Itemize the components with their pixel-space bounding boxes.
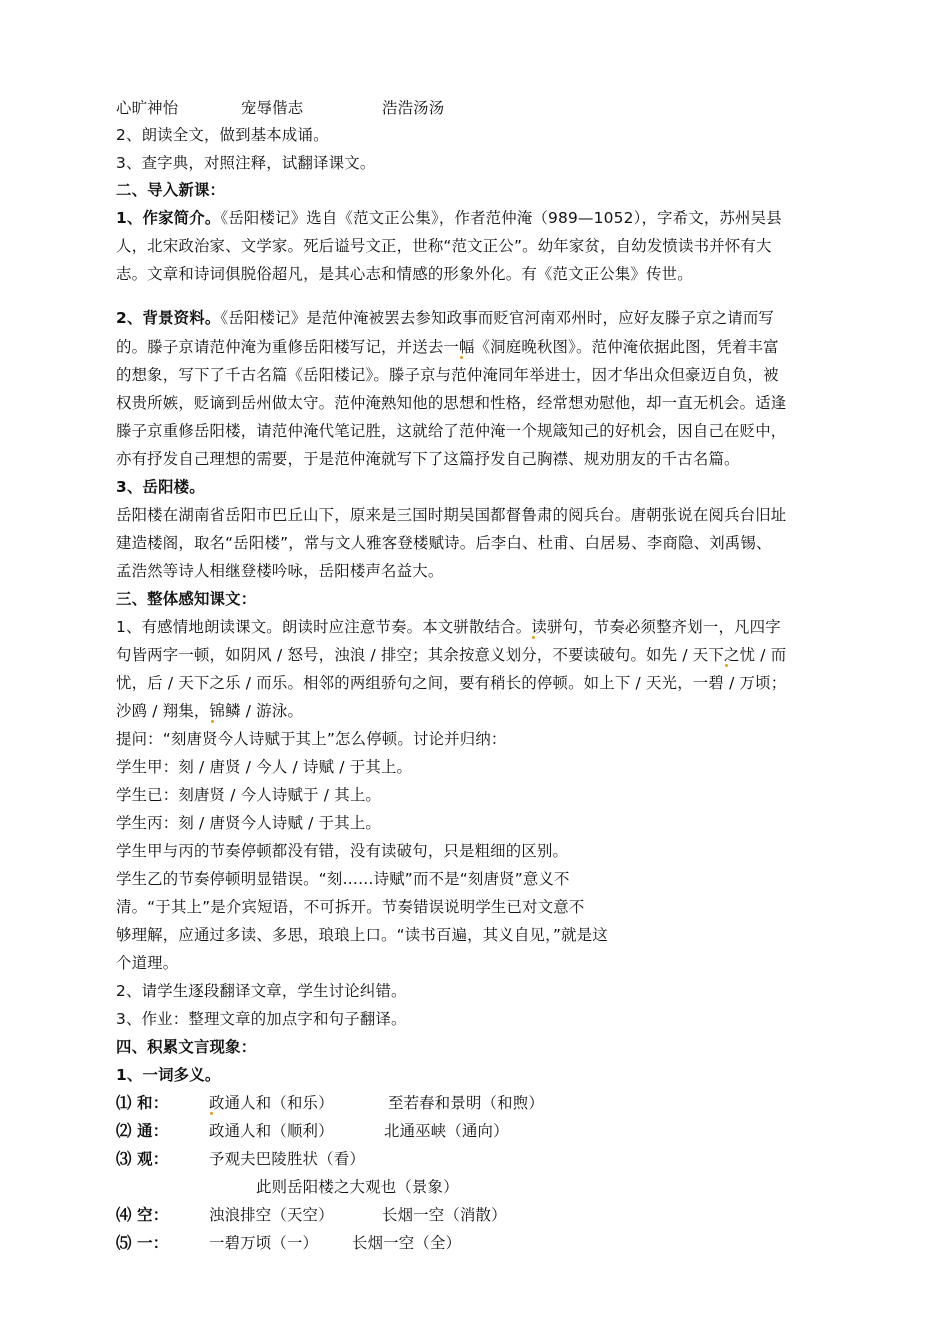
subheading: 1、一词多义。: [116, 1066, 221, 1084]
text-line: 学生已：刻唐贤 / 今人诗赋于 / 其上。: [116, 786, 381, 804]
text-line: 2、请学生逐段翻译文章，学生讨论纠错。: [116, 982, 407, 1000]
example-phrase: 一碧万顷（一）: [209, 1234, 319, 1252]
section-heading: 二、导入新课：: [116, 181, 226, 199]
text-line: 志。文章和诗词俱脱俗超凡，是其心志和情感的形象外化。有《范文正公集》传世。: [116, 265, 693, 283]
example-phrase: 至若春和景明（和煦）: [388, 1094, 544, 1112]
text-line: 学生甲：刻 / 唐贤 / 今人 / 诗赋 / 于其上。: [116, 758, 413, 776]
text-line: 建造楼阁，取名“岳阳楼”，常与文人雅客登楼赋诗。后李白、杜甫、白居易、李商隐、刘禹锡、: [116, 534, 772, 552]
subheading: 2、背景资料。: [116, 309, 221, 327]
example-phrase: 长烟一空（消散）: [382, 1206, 507, 1224]
emphasis-dot-char: 读: [531, 618, 547, 636]
text-line: 1、有感情地朗读课文。朗读时应注意节奏。本文骈散结合。读骈句，节奏必须整齐划一，凡四字: [116, 618, 781, 636]
example-phrase: 北通巫峡（通向）: [384, 1122, 509, 1140]
example-phrase: 政通人和（顺利）: [209, 1122, 334, 1140]
text-line: 3、查字典，对照注释，试翻译课文。: [116, 154, 376, 172]
example-phrase: 此则岳阳楼之大观也（景象）: [256, 1178, 459, 1196]
word-label: ⑸ 一：: [116, 1234, 169, 1252]
text-line: 学生丙：刻 / 唐贤今人诗赋 / 于其上。: [116, 814, 381, 832]
subheading: 3、岳阳楼。: [116, 478, 205, 496]
emphasis-dot-char: 之: [723, 646, 740, 664]
vocab-word: 宠辱偕志: [241, 99, 304, 117]
text-line: 提问：“刻唐贤今人诗赋于其上”怎么停顿。讨论并归纳：: [116, 730, 507, 748]
example-phrase: 予观夫巴陵胜状（看）: [209, 1150, 365, 1168]
example-phrase: 政通人和（和乐）: [209, 1094, 334, 1112]
section-heading: 四、积累文言现象：: [116, 1038, 257, 1056]
vocab-word: 心旷神怡: [116, 99, 179, 117]
text-line: 2、背景资料。《岳阳楼记》是范仲淹被罢去参知政事而贬官河南邓州时，应好友滕子京之请而写: [116, 309, 775, 327]
text-line: 3、作业：整理文章的加点字和句子翻译。: [116, 1010, 407, 1028]
text-line: 权贵所嫉，贬谪到岳州做太守。范仲淹熟知他的思想和性格，经常想劝慰他，却一直无机会。适逢: [116, 394, 787, 412]
text-line: 1、作家简介。《岳阳楼记》选自《范文正公集》，作者范仲淹（989—1052），字希文，苏州吴县: [116, 209, 782, 227]
emphasis-dot-char: 政: [209, 1094, 225, 1112]
text-line: 的想象，写下了千古名篇《岳阳楼记》。滕子京与范仲淹同年举进士，因才华出众但豪迈自负，被: [116, 366, 779, 384]
text-line: 亦有抒发自己理想的需要，于是范仲淹就写下了这篇抒发自己胸襟、规劝朋友的千古名篇。: [116, 450, 740, 468]
text-line: 句皆两字一顿，如阴风 / 怒号，浊浪 / 排空；其余按意义划分，不要读破句。如先 / 天下之忧 / 而: [116, 646, 787, 664]
section-heading: 三、整体感知课文：: [116, 590, 257, 608]
text-line: 2、朗读全文，做到基本成诵。: [116, 126, 329, 144]
text-line: 学生甲与丙的节奏停顿都没有错，没有读破句，只是粗细的区别。: [116, 842, 569, 860]
text-line: 忧，后 / 天下之乐 / 而乐。相邻的两组骄句之间，要有稍长的停顿。如上下 / 天光，一碧 / 万顷；: [116, 674, 787, 692]
text-line: 学生乙的节奏停顿明显错误。“刻……诗赋”而不是“刻唐贤”意义不: [116, 870, 570, 888]
word-label: ⑵ 通：: [116, 1122, 169, 1140]
text-line: 孟浩然等诗人相继登楼吟咏，岳阳楼声名益大。: [116, 562, 444, 580]
subheading: 1、作家简介。: [116, 209, 221, 227]
text-line: 沙鸥 / 翔集，锦鳞 / 游泳。: [116, 702, 304, 720]
example-phrase: 长烟一空（全）: [352, 1234, 462, 1252]
text-line: 人，北宋政治家、文学家。死后谥号文正，世称“范文正公”。幼年家贫，自幼发愤读书并怀有大: [116, 237, 772, 255]
emphasis-dot-char: 幅: [459, 338, 475, 356]
word-label: ⑴ 和：: [116, 1094, 169, 1112]
vocab-word: 浩浩汤汤: [382, 99, 445, 117]
text-line: 个道理。: [116, 954, 179, 972]
text-line: 够理解，应通过多读、多思，琅琅上口。“读书百遍，其义自见，”就是这: [116, 926, 608, 944]
text-line: 岳阳楼在湖南省岳阳市巴丘山下，原来是三国时期吴国都督鲁肃的阅兵台。唐朝张说在阅兵台旧址: [116, 506, 787, 524]
text-line: 清。“于其上”是介宾短语，不可拆开。节奏错误说明学生已对文意不: [116, 898, 585, 916]
example-phrase: 浊浪排空（天空）: [209, 1206, 334, 1224]
text-line: 的。滕子京请范仲淹为重修岳阳楼写记，并送去一幅《洞庭晚秋图》。范仲淹依据此图，凭着丰富: [116, 338, 779, 356]
emphasis-dot-char: 锦: [209, 702, 226, 720]
word-label: ⑷ 空：: [116, 1206, 169, 1224]
text-line: 滕子京重修岳阳楼，请范仲淹代笔记胜，这就给了范仲淹一个规箴知己的好机会，因自己在贬中，: [116, 422, 787, 440]
word-label: ⑶ 观：: [116, 1150, 169, 1168]
